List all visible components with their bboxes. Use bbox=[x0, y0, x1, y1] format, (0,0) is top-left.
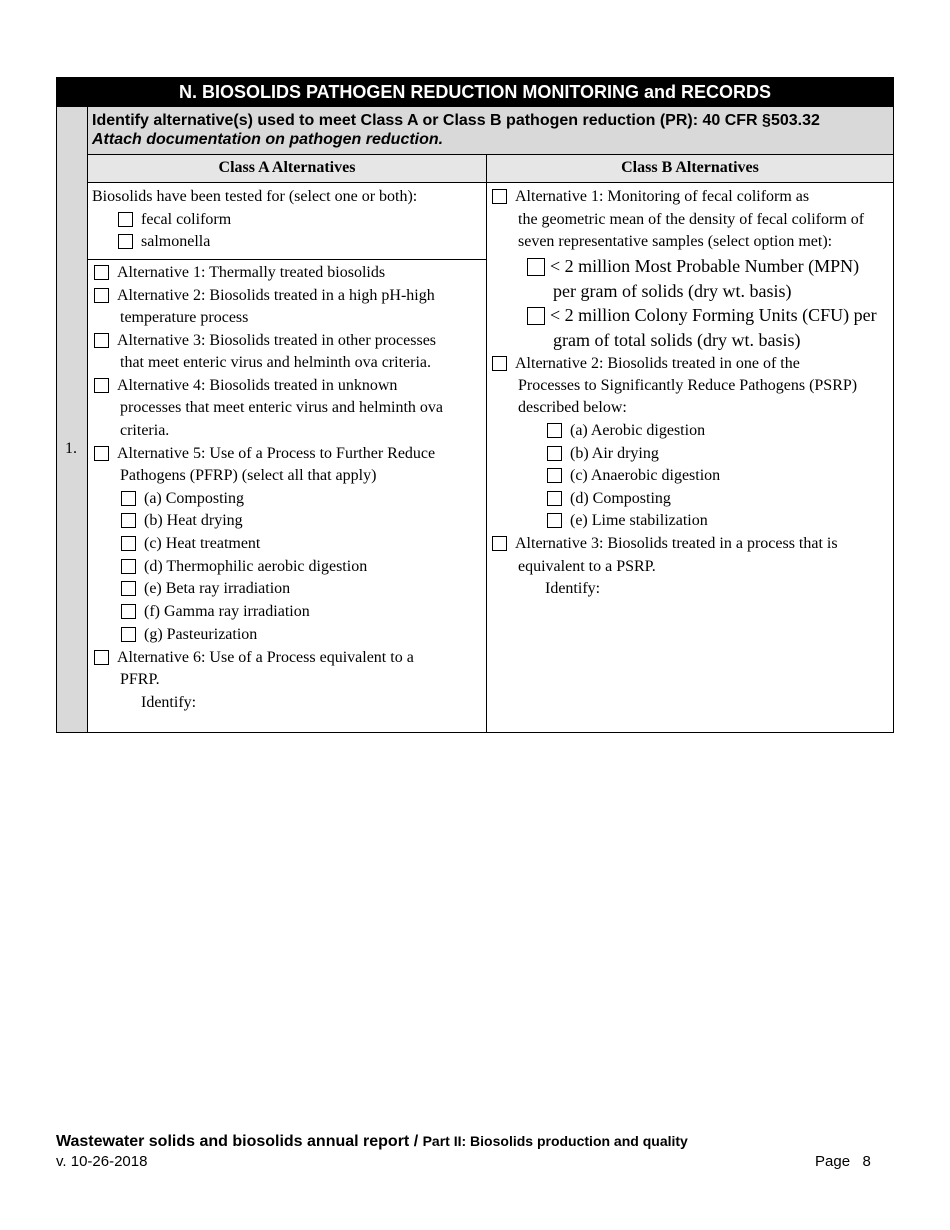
cfu-option-label: < 2 million Colony Forming Units (CFU) per bbox=[550, 305, 877, 325]
pfrp-beta-ray-checkbox[interactable] bbox=[121, 581, 136, 596]
footer-title-main: Wastewater solids and biosolids annual report bbox=[56, 1133, 410, 1150]
class-a-alt4-checkbox[interactable] bbox=[94, 378, 109, 393]
instruction-text: Identify alternative(s) used to meet Class A or Class B pathogen reduction (PR): 40 CFR §503.32 bbox=[92, 112, 820, 129]
fecal-coliform-label: fecal coliform bbox=[141, 211, 232, 228]
class-b-alt2-label-cont2: described below: bbox=[518, 399, 627, 416]
class-b-alt3-label: Alternative 3: Biosolids treated in a process that is bbox=[515, 535, 838, 552]
cfu-option-label-cont: gram of total solids (dry wt. basis) bbox=[553, 330, 801, 350]
pfrp-pasteurization-label: (g) Pasteurization bbox=[144, 626, 258, 643]
footer-title-sub: Part II: Biosolids production and quality bbox=[422, 1133, 688, 1149]
psrp-composting-label: (d) Composting bbox=[570, 490, 671, 507]
class-b-alt2-label-cont: Processes to Significantly Reduce Pathogens (PSRP) bbox=[518, 377, 858, 394]
class-b-identify-label: Identify: bbox=[545, 580, 601, 597]
pfrp-composting-checkbox[interactable] bbox=[121, 491, 136, 506]
psrp-composting-checkbox[interactable] bbox=[547, 491, 562, 506]
row-number: 1. bbox=[65, 440, 77, 457]
psrp-air-drying-label: (b) Air drying bbox=[570, 445, 659, 462]
class-b-alt2-checkbox[interactable] bbox=[492, 356, 507, 371]
pfrp-heat-drying-checkbox[interactable] bbox=[121, 513, 136, 528]
pfrp-beta-ray-label: (e) Beta ray irradiation bbox=[144, 580, 291, 597]
pathogen-reduction-form bbox=[56, 77, 894, 733]
tested-intro: Biosolids have been tested for (select one or both): bbox=[92, 188, 418, 205]
class-a-alt3-label: Alternative 3: Biosolids treated in other processes bbox=[117, 332, 437, 349]
pfrp-heat-drying-label: (b) Heat drying bbox=[144, 512, 243, 529]
row-number-column bbox=[57, 107, 88, 732]
class-a-alt3-checkbox[interactable] bbox=[94, 333, 109, 348]
pfrp-thermophilic-label: (d) Thermophilic aerobic digestion bbox=[144, 558, 368, 575]
pfrp-thermophilic-checkbox[interactable] bbox=[121, 559, 136, 574]
class-a-alt6-label: Alternative 6: Use of a Process equivalent to a bbox=[117, 649, 414, 666]
class-b-alt1-checkbox[interactable] bbox=[492, 189, 507, 204]
class-a-alt5-checkbox[interactable] bbox=[94, 446, 109, 461]
footer-version: v. 10-26-2018 bbox=[56, 1153, 148, 1170]
class-a-identify-label: Identify: bbox=[141, 694, 197, 711]
class-b-header: Class B Alternatives bbox=[487, 155, 893, 183]
class-b-alt1-label-cont2: seven representative samples (select option met): bbox=[518, 233, 833, 250]
psrp-aerobic-label: (a) Aerobic digestion bbox=[570, 422, 706, 439]
pfrp-gamma-ray-checkbox[interactable] bbox=[121, 604, 136, 619]
footer-title-separator: / bbox=[409, 1133, 423, 1150]
class-a-alt5-label-cont: Pathogens (PFRP) (select all that apply) bbox=[120, 467, 377, 484]
psrp-lime-label: (e) Lime stabilization bbox=[570, 512, 708, 529]
class-b-alt3-checkbox[interactable] bbox=[492, 536, 507, 551]
psrp-anaerobic-label: (c) Anaerobic digestion bbox=[570, 467, 721, 484]
pfrp-composting-label: (a) Composting bbox=[144, 490, 244, 507]
class-a-alt1-label: Alternative 1: Thermally treated biosolids bbox=[117, 264, 386, 281]
pfrp-heat-treatment-checkbox[interactable] bbox=[121, 536, 136, 551]
pfrp-gamma-ray-label: (f) Gamma ray irradiation bbox=[144, 603, 310, 620]
mpn-option-label: < 2 million Most Probable Number (MPN) bbox=[550, 256, 860, 276]
class-a-alt6-label-cont: PFRP. bbox=[120, 671, 160, 688]
salmonella-label: salmonella bbox=[141, 233, 211, 250]
class-b-alt3-label-cont: equivalent to a PSRP. bbox=[518, 558, 656, 575]
class-a-alt6-checkbox[interactable] bbox=[94, 650, 109, 665]
psrp-lime-checkbox[interactable] bbox=[547, 513, 562, 528]
class-b-alt2-label: Alternative 2: Biosolids treated in one of the bbox=[515, 355, 800, 372]
class-a-alt2-checkbox[interactable] bbox=[94, 288, 109, 303]
class-b-alt1-label: Alternative 1: Monitoring of fecal coliform as bbox=[515, 188, 810, 205]
psrp-aerobic-checkbox[interactable] bbox=[547, 423, 562, 438]
class-a-header: Class A Alternatives bbox=[88, 155, 487, 183]
cfu-option-checkbox[interactable] bbox=[527, 307, 545, 325]
psrp-anaerobic-checkbox[interactable] bbox=[547, 468, 562, 483]
instruction-row bbox=[88, 107, 893, 155]
class-a-alt3-label-cont: that meet enteric virus and helminth ova criteria. bbox=[120, 354, 431, 371]
section-title: N. BIOSOLIDS PATHOGEN REDUCTION MONITORING and RECORDS bbox=[57, 78, 893, 107]
mpn-option-checkbox[interactable] bbox=[527, 258, 545, 276]
class-a-alt2-label: Alternative 2: Biosolids treated in a high pH-high bbox=[117, 287, 435, 304]
class-a-alt1-checkbox[interactable] bbox=[94, 265, 109, 280]
class-a-alt5-label: Alternative 5: Use of a Process to Further Reduce bbox=[117, 445, 436, 462]
class-b-alt1-label-cont: the geometric mean of the density of fecal coliform of bbox=[518, 211, 865, 228]
footer-report-title bbox=[56, 1133, 688, 1151]
class-a-alt4-label-cont2: criteria. bbox=[120, 422, 170, 439]
mpn-option-label-cont: per gram of solids (dry wt. basis) bbox=[553, 281, 792, 301]
instruction-note: Attach documentation on pathogen reduction. bbox=[92, 131, 444, 148]
salmonella-checkbox[interactable] bbox=[118, 234, 133, 249]
tested-separator bbox=[88, 259, 487, 260]
pfrp-pasteurization-checkbox[interactable] bbox=[121, 627, 136, 642]
psrp-air-drying-checkbox[interactable] bbox=[547, 446, 562, 461]
class-a-alt2-label-cont: temperature process bbox=[120, 309, 249, 326]
column-divider bbox=[486, 183, 487, 732]
class-a-alt4-label-cont: processes that meet enteric virus and helminth ova bbox=[120, 399, 444, 416]
pfrp-heat-treatment-label: (c) Heat treatment bbox=[144, 535, 261, 552]
footer-page-number: Page 8 bbox=[815, 1153, 871, 1170]
fecal-coliform-checkbox[interactable] bbox=[118, 212, 133, 227]
class-a-alt4-label: Alternative 4: Biosolids treated in unknown bbox=[117, 377, 398, 394]
